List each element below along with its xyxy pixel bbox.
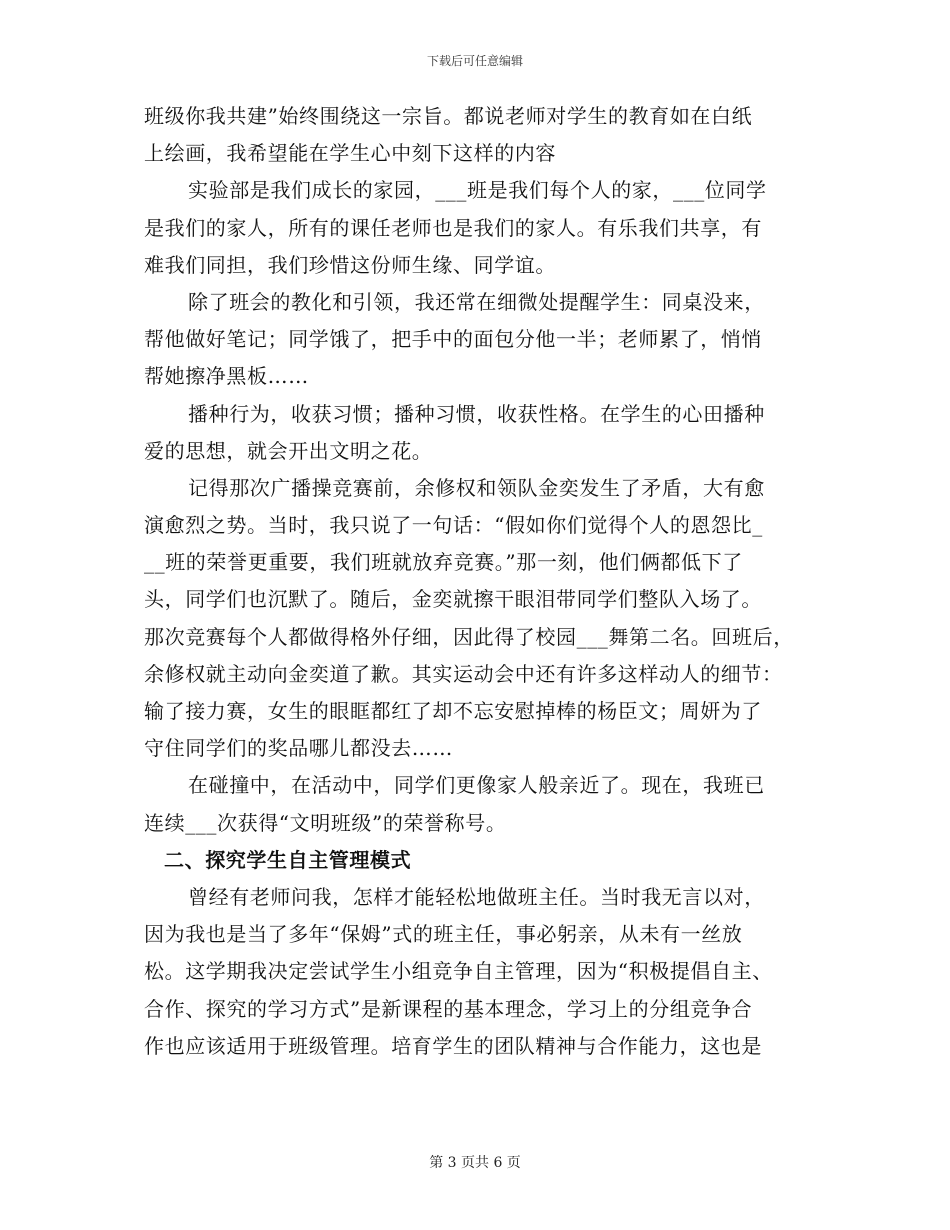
text-line: 帮他做好笔记；同学饿了，把手中的面包分他一半；老师累了，悄悄 [144,327,762,352]
text-line: 爱的思想，就会开出文明之花。 [144,438,433,463]
text-line: 作也应该适用于班级管理。培育学生的团队精神与合作能力，这也是 [144,1033,762,1058]
page-header: 下载后可任意编辑 [426,54,523,68]
paragraph-start-line: 记得那次广播操竞赛前，余修权和领队金奕发生了矛盾，大有愈 [188,475,765,500]
text-line: 松。这学期我决定尝试学生小组竞争自主管理，因为“积极提倡自主、 [144,959,773,984]
document-body [144,98,814,1065]
text-line: 连续___次获得“文明班级”的荣誉称号。 [144,810,507,835]
paragraph-start-line: 除了班会的教化和引领，我还常在细微处提醒学生：同桌没来， [188,289,765,314]
text-line: 难我们同担，我们珍惜这份师生缘、同学谊。 [144,252,556,277]
section-heading: 二、探究学生自主管理模式 [164,847,412,872]
paragraph-start-line: 播种行为，收获习惯；播种习惯，收获性格。在学生的心田播种 [188,401,765,426]
paragraph-start-line: 在碰撞中，在活动中，同学们更像家人般亲近了。现在，我班已 [188,773,765,798]
text-line: 上绘画，我希望能在学生心中刻下这样的内容 [144,141,556,166]
text-line: 帮她擦净黑板…… [144,364,309,389]
text-line: 守住同学们的奖品哪儿都没去…… [144,736,453,761]
page-footer: 第 3 页共 6 页 [429,1155,521,1171]
text-line: 余修权就主动向金奕道了歉。其实运动会中还有许多这样动人的细节： [144,661,783,686]
text-line: 是我们的家人，所有的课任老师也是我们的家人。有乐我们共享，有 [144,215,762,240]
paragraph-start-line: 实验部是我们成长的家园，___班是我们每个人的家，___位同学 [188,178,767,203]
text-line: 因为我也是当了多年“保姆”式的班主任，事必躬亲，从未有一丝放 [144,922,743,947]
text-line: 班级你我共建”始终围绕这一宗旨。都说老师对学生的教育如在白纸 [144,104,753,128]
paragraph-start-line: 曾经有老师问我，怎样才能轻松地做班主任。当时我无言以对， [188,884,765,909]
text-line: 合作、探究的学习方式”是新课程的基本理念，学习上的分组竞争合 [144,996,753,1021]
text-line: __班的荣誉更重要，我们班就放弃竞赛。”那一刻，他们俩都低下了 [144,550,743,575]
text-line: 那次竞赛每个人都做得格外仔细，因此得了校园___舞第二名。回班后， [144,624,794,649]
text-line: 输了接力赛，女生的眼眶都红了却不忘安慰掉棒的杨臣文；周妍为了 [144,699,762,723]
text-line: 头，同学们也沉默了。随后，金奕就擦干眼泪带同学们整队入场了。 [144,587,762,612]
text-line: 演愈烈之势。当时，我只说了一句话：“假如你们觉得个人的恩怨比_ [144,513,763,538]
